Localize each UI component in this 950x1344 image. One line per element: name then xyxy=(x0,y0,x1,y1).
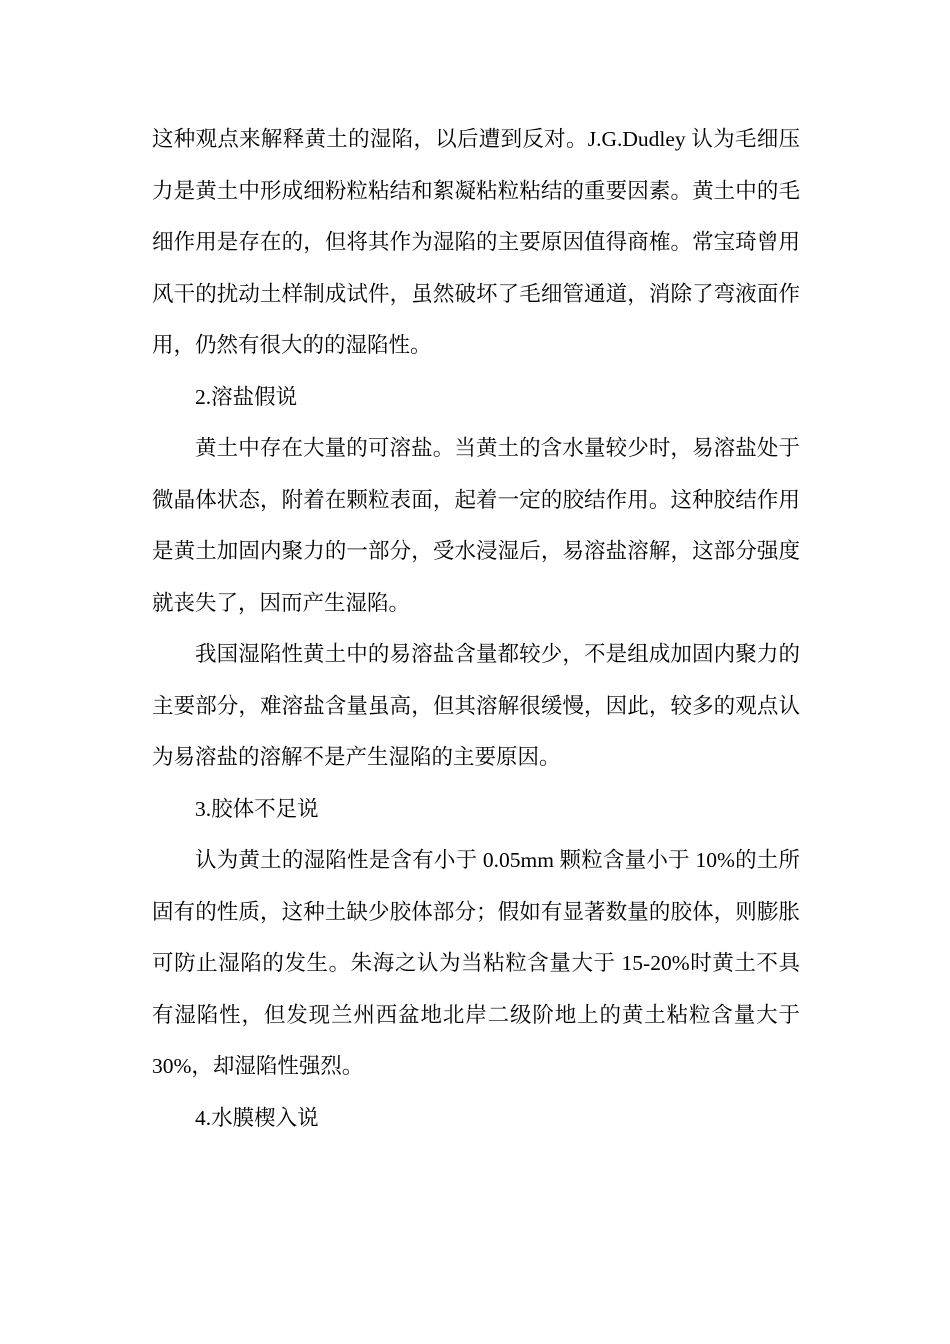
paragraph-soluble-salt: 黄土中存在大量的可溶盐。当黄土的含水量较少时，易溶盐处于微晶体状态，附着在颗粒表面，起着一定的胶结作用。这种胶结作用是黄土加固内聚力的一部分，受水浸湿后，易溶盐溶解，这部分强度就丧失了，因而产生湿陷。 xyxy=(152,436,800,615)
paragraph-salt-content: 我国湿陷性黄土中的易溶盐含量都较少，不是组成加固内聚力的主要部分，难溶盐含量虽高，但其溶解很缓慢，因此，较多的观点认为易溶盐的溶解不是产生湿陷的主要原因。 xyxy=(152,642,800,769)
paragraph-capillary-continuation: 这种观点来解释黄土的湿陷，以后遭到反对。J.G.Dudley 认为毛细压力是黄土中形成细粉粒粘结和絮凝粘粒粘结的重要因素。黄土中的毛细作用是存在的，但将其作为湿陷的主要原因值得商榷。常宝琦曾用风干的扰动土样制成试件，虽然破坏了毛细管通道，消除了弯液面作用，仍然有很大的的湿陷性。 xyxy=(152,127,800,357)
document-body xyxy=(152,114,800,1144)
paragraph-colloid-deficiency: 认为黄土的湿陷性是含有小于 0.05mm 颗粒含量小于 10%的土所固有的性质，这种土缺少胶体部分；假如有显著数量的胶体，则膨胀可防止湿陷的发生。朱海之认为当粘粒含量大于 15-20%时黄土不具有湿陷性，但发现兰州西盆地北岸二级阶地上的黄土粘粒含量大于 30%，却湿陷性强烈。 xyxy=(152,848,800,1078)
section-heading-colloid-deficiency: 3.胶体不足说 xyxy=(195,796,319,821)
section-heading-salt-hypothesis: 2.溶盐假说 xyxy=(195,384,298,409)
section-heading-water-film-wedge: 4.水膜楔入说 xyxy=(195,1105,319,1130)
